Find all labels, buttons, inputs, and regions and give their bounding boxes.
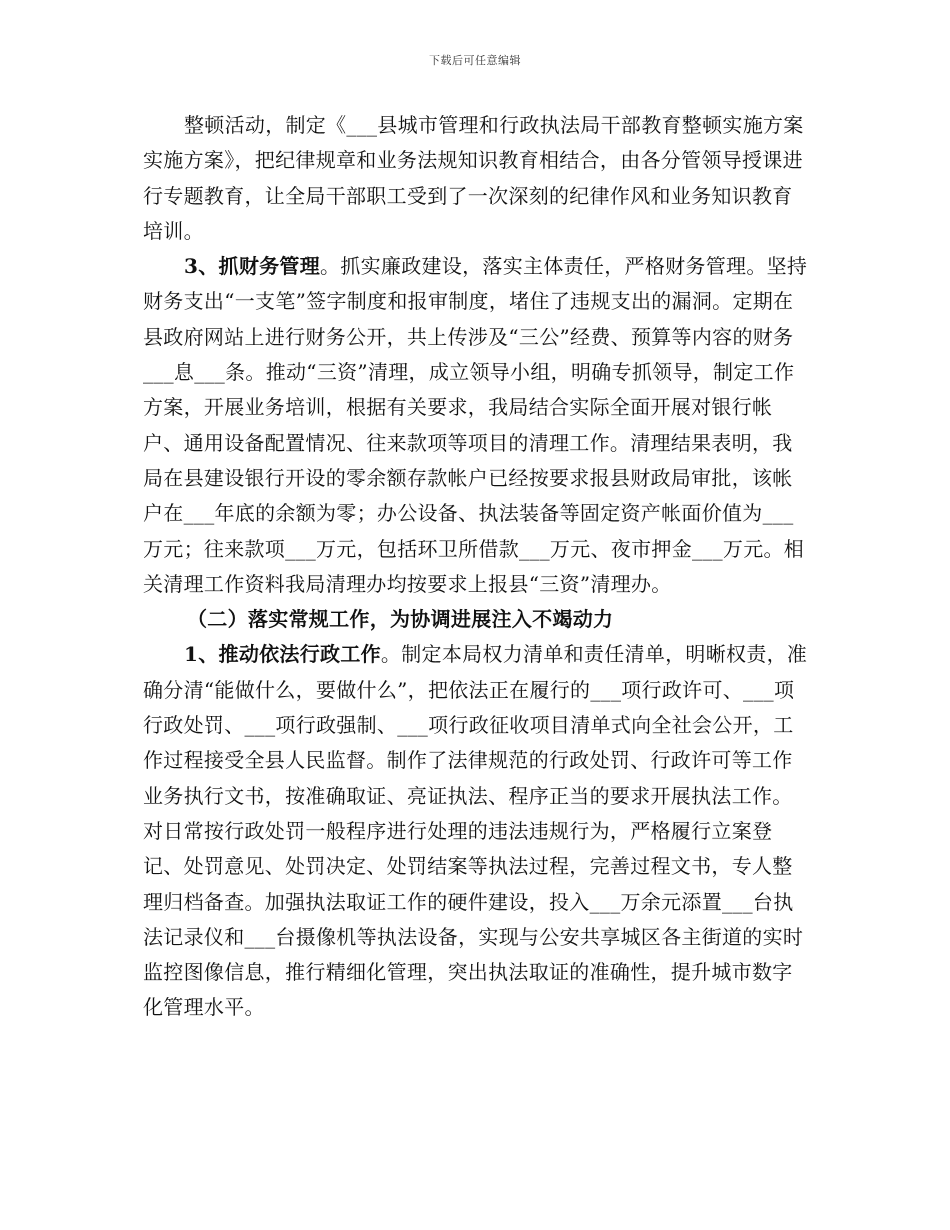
page-header: 下载后可任意编辑 (429, 54, 521, 67)
law-administration-heading: 1、推动依法行政工作 (184, 642, 381, 667)
section-heading: （二）落实常规工作，为协调进展注入不竭动力 (187, 607, 614, 632)
paragraph-finance (143, 249, 808, 602)
finance-heading: 3、抓财务管理 (184, 254, 321, 279)
document-body (143, 108, 808, 1026)
law-administration-body: 。制定本局权力清单和责任清单，明晰权责，准确分清“能做什么，要做什么”，把依法正在履行的___项行政许可、___项行政处罚、___项行政强制、___项行政征收项目清单式向全社会公开，工作过程接受全县人民监督。制作了法律规范的行政处罚、行政许可等工作业务执行文书，按准确取证、亮证执法、程序正当的要求开展执法工作。对日常按行政处罚一般程序进行处理的违法违规行为，严格履行立案登记、处罚意见、处罚决定、处罚结案等执法过程，完善过程文书，专人整理归档备查。加强执法取证工作的硬件建设，投入___万余元添置___台执法记录仪和___台摄像机等执法设备，实现与公安共享城区各主街道的实时监控图像信息，推行精细化管理，突出执法取证的准确性，提升城市数字化管理水平。 (143, 642, 808, 1020)
finance-body: 。抓实廉政建设，落实主体责任，严格财务管理。坚持财务支出“一支笔”签字制度和报审制度，堵住了违规支出的漏洞。定期在县政府网站上进行财务公开，共上传涉及“三公”经费、预算等内容的财务___息___条。推动“三资”清理，成立领导小组，明确专抓领导，制定工作方案，开展业务培训，根据有关要求，我局结合实际全面开展对银行帐户、通用设备配置情况、往来款项等项目的清理工作。清理结果表明，我局在县建设银行开设的零余额存款帐户已经按要求报县财政局审批，该帐户在___年底的余额为零；办公设备、执法装备等固定资产帐面价值为___万元；往来款项___万元，包括环卫所借款___万元、夜市押金___万元。相关清理工作资料我局清理办均按要求上报县“三资”清理办。 (143, 254, 808, 596)
paragraph-law-administration (143, 637, 808, 1025)
paragraph-rectification: 整顿活动，制定《___县城市管理和行政执法局干部教育整顿实施方案实施方案》，把纪律规章和业务法规知识教育相结合，由各分管领导授课进行专题教育，让全局干部职工受到了一次深刻的纪律作风和业务知识教育培训。 (143, 113, 804, 243)
